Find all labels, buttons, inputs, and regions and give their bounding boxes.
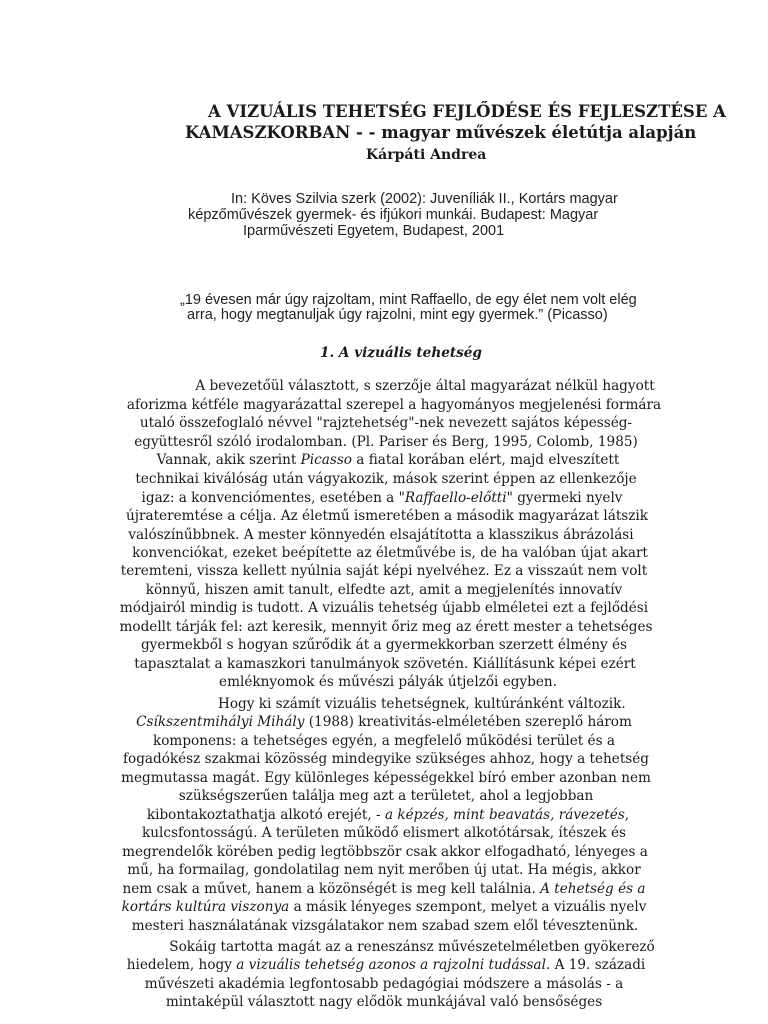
italic-name-picasso: Picasso xyxy=(300,452,352,468)
text-line: mintaképül választott nagy elődök munkájával való bensőséges xyxy=(165,994,603,1010)
text-line: megmutassa magát. Egy különleges képességekkel bíró ember azonban nem xyxy=(121,770,651,786)
text-line: modellt tárják fel: azt keresik, mennyit őriz meg az érett mester a tehetséges xyxy=(119,619,653,635)
text-line: emléknyomok és művészi pályák útjelzői egyben. xyxy=(219,674,557,690)
italic-phrase-tehetseg: A tehetség és a xyxy=(540,881,646,897)
text-line xyxy=(147,807,629,823)
text-line: konvenciókat, ezeket beépítette az életművébe is, de ha valóban újat akart xyxy=(132,545,648,561)
source-citation-line-1: In: Köves Szilvia szerk (2002): Juveníliák II., Kortárs magyar xyxy=(231,191,618,207)
text-line: kulcsfontosságú. A területen működő elismert alkotótársak, ítészek és xyxy=(142,825,626,841)
text-span: A 19. századi xyxy=(550,957,646,973)
text-line: technikai kiválóság után vágyakozik, mások szerint éppen az ellenkezője xyxy=(135,471,637,487)
text-line: újrateremtése a célja. Az életmű ismeretében a második magyarázat látszik xyxy=(125,508,649,524)
text-line: utaló összefoglaló névvel "rajztehetség"-nek nevezett sajátos képesség- xyxy=(139,415,633,431)
italic-term-raffaello: Raffaello-előtti xyxy=(404,490,507,506)
italic-name-csikszentmihalyi: Csíkszentmihályi Mihály xyxy=(136,714,305,730)
text-line: komponens: a tehetséges egyén, a megfelelő működési terület és a xyxy=(153,733,615,749)
italic-phrase-rajzolni: a vizuális tehetség azonos a rajzolni tudással. xyxy=(236,957,551,973)
text-span: Vannak, akik szerint xyxy=(156,452,301,468)
document-title-line-1: A VIZUÁLIS TEHETSÉG FEJLŐDÉSE ÉS FEJLESZTÉSE A xyxy=(208,102,726,121)
text-line: mű, ha formailag, gondolatilag nem nyit merőben új utat. Ha mégis, akkor xyxy=(127,862,641,878)
text-line: szükségszerűen találja meg azt a területet, ahol a legjobban xyxy=(178,788,594,804)
text-span: " gyermeki nyelv xyxy=(506,490,623,506)
text-line xyxy=(127,957,646,973)
text-line: mesteri használatának vizsgálatakor nem szabad szem elől tévesztenünk. xyxy=(131,918,639,934)
italic-phrase-kepzes: a képzés, mint beavatás, rávezetés xyxy=(384,807,625,823)
text-line: fogadókész szakmai közösség mindegyike szükséges ahhoz, hogy a tehetség xyxy=(122,751,650,767)
text-span: (1988) kreativitás-elméletében szereplő három xyxy=(304,714,632,730)
epigraph-quote-line-2: arra, hogy megtanuljak úgy rajzolni, mint egy gyermek.” (Picasso) xyxy=(187,307,608,323)
text-line xyxy=(157,452,620,468)
text-span: a fiatal korában elért, majd elveszített xyxy=(351,452,620,468)
author-name: Kárpáti Andrea xyxy=(366,147,487,163)
text-line: megrendelők körében pedig legtöbbször csak akkor elfogadható, lényeges a xyxy=(122,844,648,860)
text-span: kibontakoztathatja alkotó erejét, - xyxy=(146,807,385,823)
text-line: Hogy ki számít vizuális tehetségnek, kultúránként változik. xyxy=(218,696,626,712)
text-line: módjairól mindig is tudott. A vizuális tehetség újabb elméletei ezt a fejlődési xyxy=(119,600,649,616)
text-span: a másik lényeges szempont, melyet a vizuális nyelv xyxy=(289,899,647,915)
text-line: könnyű, hiszen amit tanult, elfedte azt, amit a megjelenítés innovatív xyxy=(145,582,623,598)
text-span: hiedelem, hogy xyxy=(126,957,237,973)
text-line: valószínűbbnek. A mester könnyedén elsajátította a klasszikus ábrázolási xyxy=(128,527,634,543)
text-line: A bevezetőül választott, s szerzője által magyarázat nélkül hagyott xyxy=(195,378,655,394)
text-span: nem csak a művet, hanem a közönségét is meg kell találnia. xyxy=(122,881,541,897)
text-line: együttesről szóló irodalomban. (Pl. Pariser és Berg, 1995, Colomb, 1985) xyxy=(134,434,638,450)
text-line: aforizma kétféle magyarázattal szerepel a hagyományos megjelenési formára xyxy=(126,397,662,413)
text-line: tapasztalat a kamaszkori tanulmányok szövetén. Kiállításunk képei ezért xyxy=(134,656,636,672)
text-span: igaz: a konvenciómentes, esetében a " xyxy=(141,490,405,506)
text-line: gyermekből s hogyan szűrődik át a gyermekkorban szerzett élmény és xyxy=(140,637,628,653)
italic-phrase-kultura: kortárs kultúra viszonya xyxy=(121,899,290,915)
epigraph-quote-line-1: „19 évesen már úgy rajzoltam, mint Raffaello, de egy élet nem volt elég xyxy=(180,292,637,308)
text-line xyxy=(122,899,647,915)
text-line xyxy=(136,714,632,730)
text-line: művészeti akadémia legfontosabb pedagógiai módszere a másolás - a xyxy=(144,976,624,992)
document-title-line-2: KAMASZKORBAN - - magyar művészek életútja alapján xyxy=(185,123,697,142)
section-heading: 1. A vizuális tehetség xyxy=(320,345,482,361)
text-span: , xyxy=(624,807,630,823)
source-citation-line-2: képzőművészek gyermek- és ifjúkori munkái. Budapest: Magyar xyxy=(188,207,599,223)
text-line: Sokáig tartotta magát az a reneszánsz művészetelméletben gyökerező xyxy=(169,939,655,955)
text-line xyxy=(122,881,645,897)
text-line xyxy=(142,490,623,506)
text-line: teremteni, vissza kellett nyúlnia saját képi nyelvéhez. Ez a visszaút nem volt xyxy=(120,563,648,579)
source-citation-line-3: Iparművészeti Egyetem, Budapest, 2001 xyxy=(243,223,505,239)
